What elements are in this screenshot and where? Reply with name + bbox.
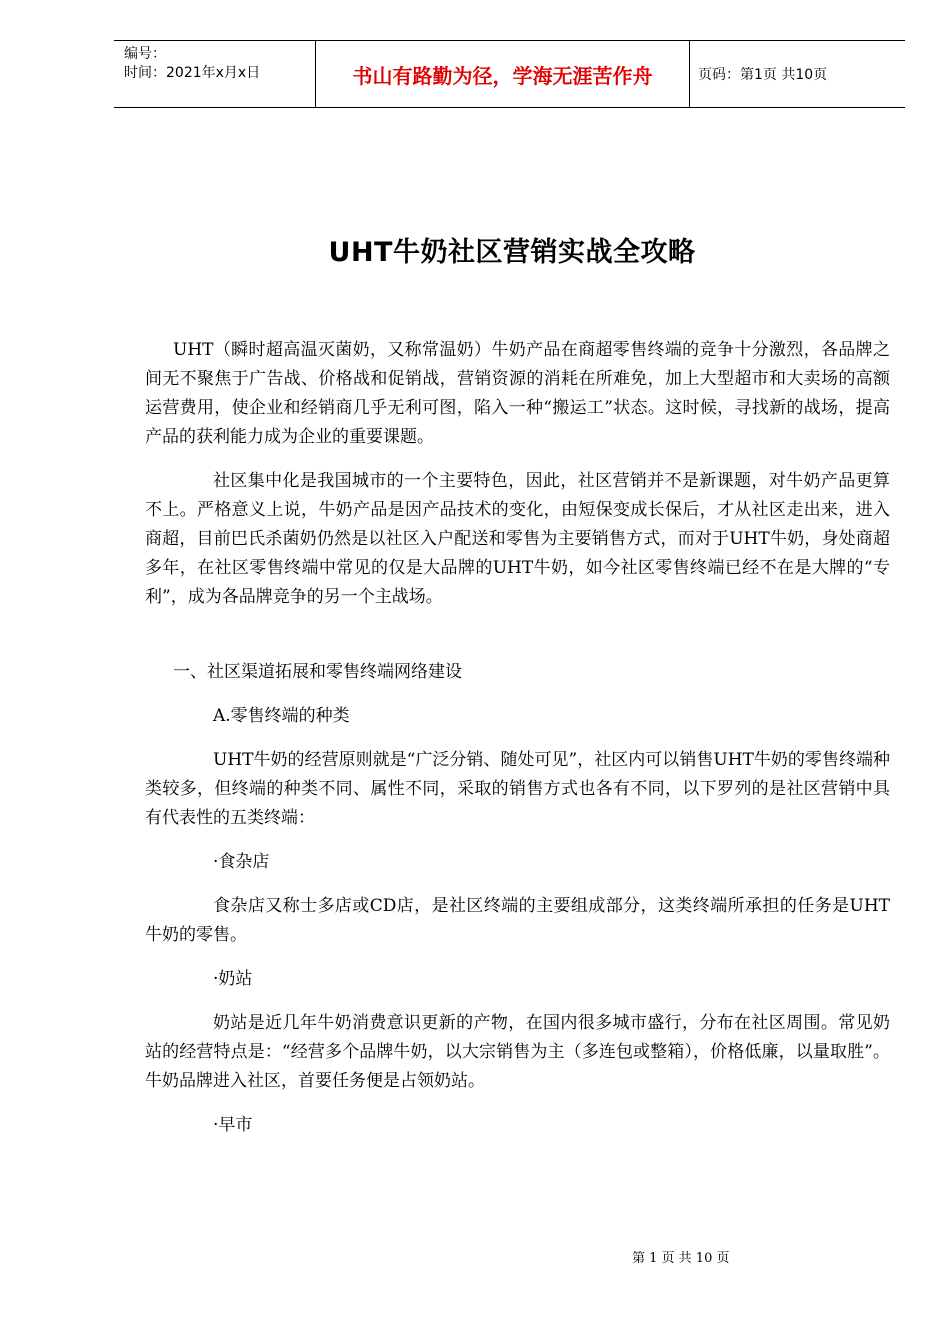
paragraph: 食杂店又称士多店或CD店，是社区终端的主要组成部分，这类终端所承担的任务是UHT牛奶的零售。 <box>145 896 890 945</box>
paragraph: 奶站是近几年牛奶消费意识更新的产物，在国内很多城市盛行，分布在社区周围。常见奶站的经营特点是：“经营多个品牌牛奶，以大宗销售为主（多连包或整箱），价格低廉，以量取胜”。牛奶品牌进入社区，首要任务便是占领奶站。 <box>145 1013 890 1091</box>
document-body <box>145 336 890 1155</box>
document-title: UHT牛奶社区营销实战全攻略 <box>328 237 696 268</box>
header-motto-cell <box>316 41 690 107</box>
paragraph: UHT牛奶的经营原则就是“广泛分销、随处可见”，社区内可以销售UHT牛奶的零售终端种类较多，但终端的种类不同、属性不同，采取的销售方式也各有不同，以下罗列的是社区营销中具有代表性的五类终端： <box>145 750 890 828</box>
paragraph: 社区集中化是我国城市的一个主要特色，因此，社区营销并不是新课题，对牛奶产品更算不上。严格意义上说，牛奶产品是因产品技术的变化，由短保变成长保后，才从社区走出来，进入商超，目前巴氏杀菌奶仍然是以社区入户配送和零售为主要销售方式，而对于UHT牛奶，身处商超多年，在社区零售终端中常见的仅是大品牌的UHT牛奶，如今社区零售终端已经不在是大牌的“专利”，成为各品牌竞争的另一个主战场。 <box>145 471 890 607</box>
section-heading: 一、社区渠道拓展和零售终端网络建设 <box>173 662 462 682</box>
header-motto: 书山有路勤为径，学海无涯苦作舟 <box>352 63 653 88</box>
header-page-info: 页码：第1页 共10页 <box>698 67 828 83</box>
header-meta-cell <box>114 41 316 107</box>
list-item: ·食杂店 <box>213 852 270 872</box>
page-footer: 第 1 页 共 10 页 <box>632 1251 730 1266</box>
list-item: ·奶站 <box>213 969 253 989</box>
subsection-heading: A.零售终端的种类 <box>213 706 350 726</box>
paragraph: UHT（瞬时超高温灭菌奶，又称常温奶）牛奶产品在商超零售终端的竞争十分激烈，各品牌之间无不聚焦于广告战、价格战和促销战，营销资源的消耗在所难免，加上大型超市和大卖场的高额运营费用，使企业和经销商几乎无利可图，陷入一种“搬运工”状态。这时候，寻找新的战场，提高产品的获利能力成为企业的重要课题。 <box>145 340 890 447</box>
header-number-label: 编号： <box>124 46 166 62</box>
header-time-label: 时间：2021年x月x日 <box>124 65 261 81</box>
page-header <box>114 40 905 108</box>
list-item: ·早市 <box>213 1115 253 1135</box>
